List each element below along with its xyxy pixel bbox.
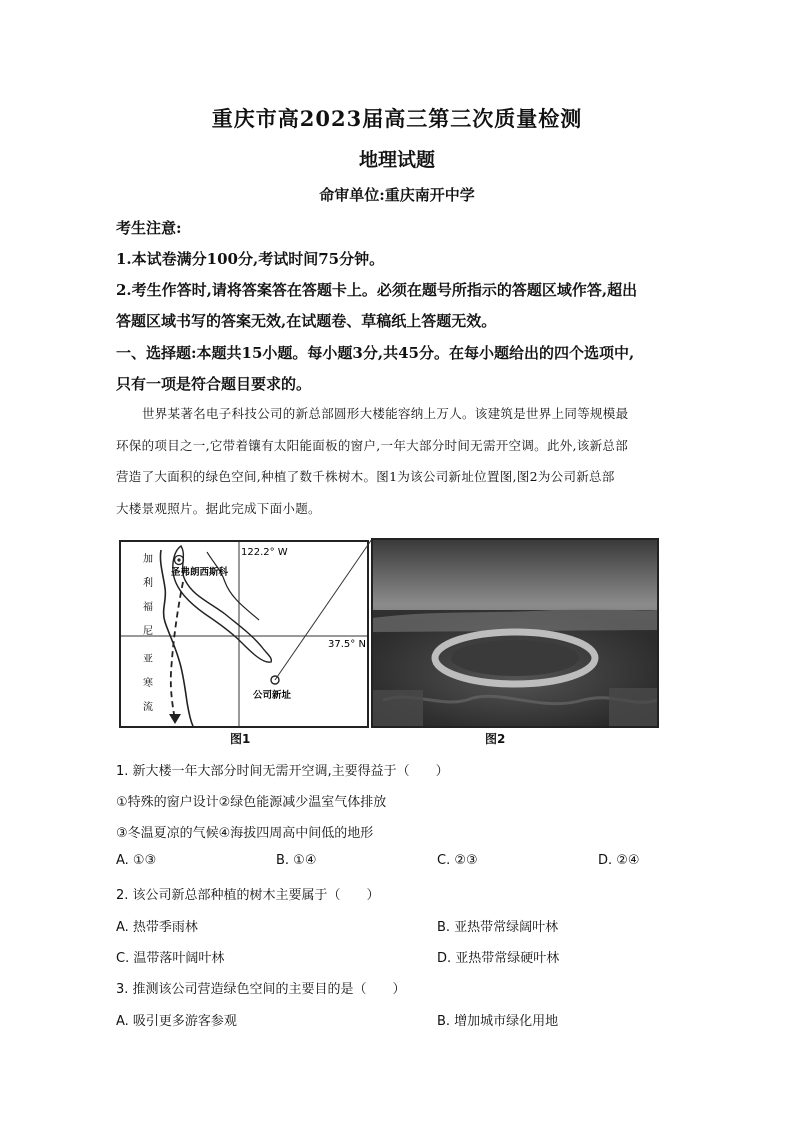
latitude-label: 37.5° N [328,639,366,650]
svg-text:加: 加 [143,554,153,565]
current-label [143,552,153,713]
section-heading-line1: 一、选择题:本题共15小题。每小题3分,共45分。在每小题给出的四个选项中, [116,344,635,362]
question-3-stem: 3. 推测该公司营造绿色空间的主要目的是（ ） [116,982,406,997]
exam-title: 重庆市高2023届高三第三次质量检测 [211,106,583,131]
notice-item-2-line2: 答题区域书写的答案无效,在试题卷、草稿纸上答题无效。 [116,312,497,330]
question-3-option-a: A. 吸引更多游客参观 [116,1014,237,1029]
passage-line-2: 环保的项目之一,它带着镶有太阳能面板的窗户,一年大部分时间无需开空调。此外,该新总部 [116,437,629,453]
aerial-photo-svg [373,540,657,726]
svg-text:福: 福 [143,602,153,613]
bay-outline [173,546,272,662]
passage-line-1: 世界某著名电子科技公司的新总部圆形大楼能容纳上万人。该建筑是世界上同等规模最 [142,406,629,421]
exam-unit: 命审单位:重庆南开中学 [319,186,475,204]
svg-text:寒: 寒 [143,678,153,689]
section-heading-line2: 只有一项是符合题目要求的。 [116,375,312,393]
notice-item-2-line1: 2.考生作答时,请将答案答在答题卡上。必须在题号所指示的答题区域作答,超出 [116,281,638,299]
inner-courtyard [451,640,579,676]
inland-boundary [207,552,259,620]
question-1-statements-2: ③冬温夏凉的气候④海拔四周高中间低的地形 [116,826,374,841]
question-2-option-c: C. 温带落叶阔叶林 [116,951,225,966]
longitude-label: 122.2° W [241,547,288,558]
question-2-stem: 2. 该公司新总部种植的树木主要属于（ ） [116,888,380,903]
exam-subject: 地理试题 [358,149,435,171]
passage-line-4: 大楼景观照片。据此完成下面小题。 [116,500,321,516]
svg-text:流: 流 [143,702,153,713]
city-marker-dot [177,558,180,561]
svg-text:利: 利 [143,578,153,589]
passage-line-3: 营造了大面积的绿色空间,种植了数千株树木。图1为该公司新址位置图,图2为公司新总部 [116,469,615,484]
cold-current-arrowhead [169,714,181,724]
notice-heading: 考生注意: [116,219,182,237]
city-label: 圣弗朗西斯科 [171,567,229,578]
figure1-caption: 图1 [230,732,251,746]
reading-passage [116,398,696,524]
question-3-option-b: B. 增加城市绿化用地 [437,1014,559,1029]
question-1-option-c: C. ②③ [437,853,478,868]
question-2-option-d: D. 亚热带常绿硬叶林 [437,951,560,966]
question-2-option-b: B. 亚热带常绿阔叶林 [437,920,559,935]
svg-text:亚: 亚 [143,654,153,665]
figure2-photo [371,538,659,728]
notice-item-1: 1.本试卷满分100分,考试时间75分钟。 [116,250,385,268]
question-1-statements-1: ①特殊的窗户设计②绿色能源减少温室气体排放 [116,795,387,810]
question-1-stem: 1. 新大楼一年大部分时间无需开空调,主要得益于（ ） [116,764,449,779]
question-2-option-a: A. 热带季雨林 [116,920,198,935]
question-1-option-b: B. ①④ [276,853,317,868]
figure2-caption: 图2 [485,732,506,746]
svg-text:尼: 尼 [143,626,153,637]
question-1-option-d: D. ②④ [598,853,640,868]
question-1-option-a: A. ①③ [116,853,157,868]
figure-connector-line [270,535,380,685]
site-label: 公司新址 [253,690,292,701]
